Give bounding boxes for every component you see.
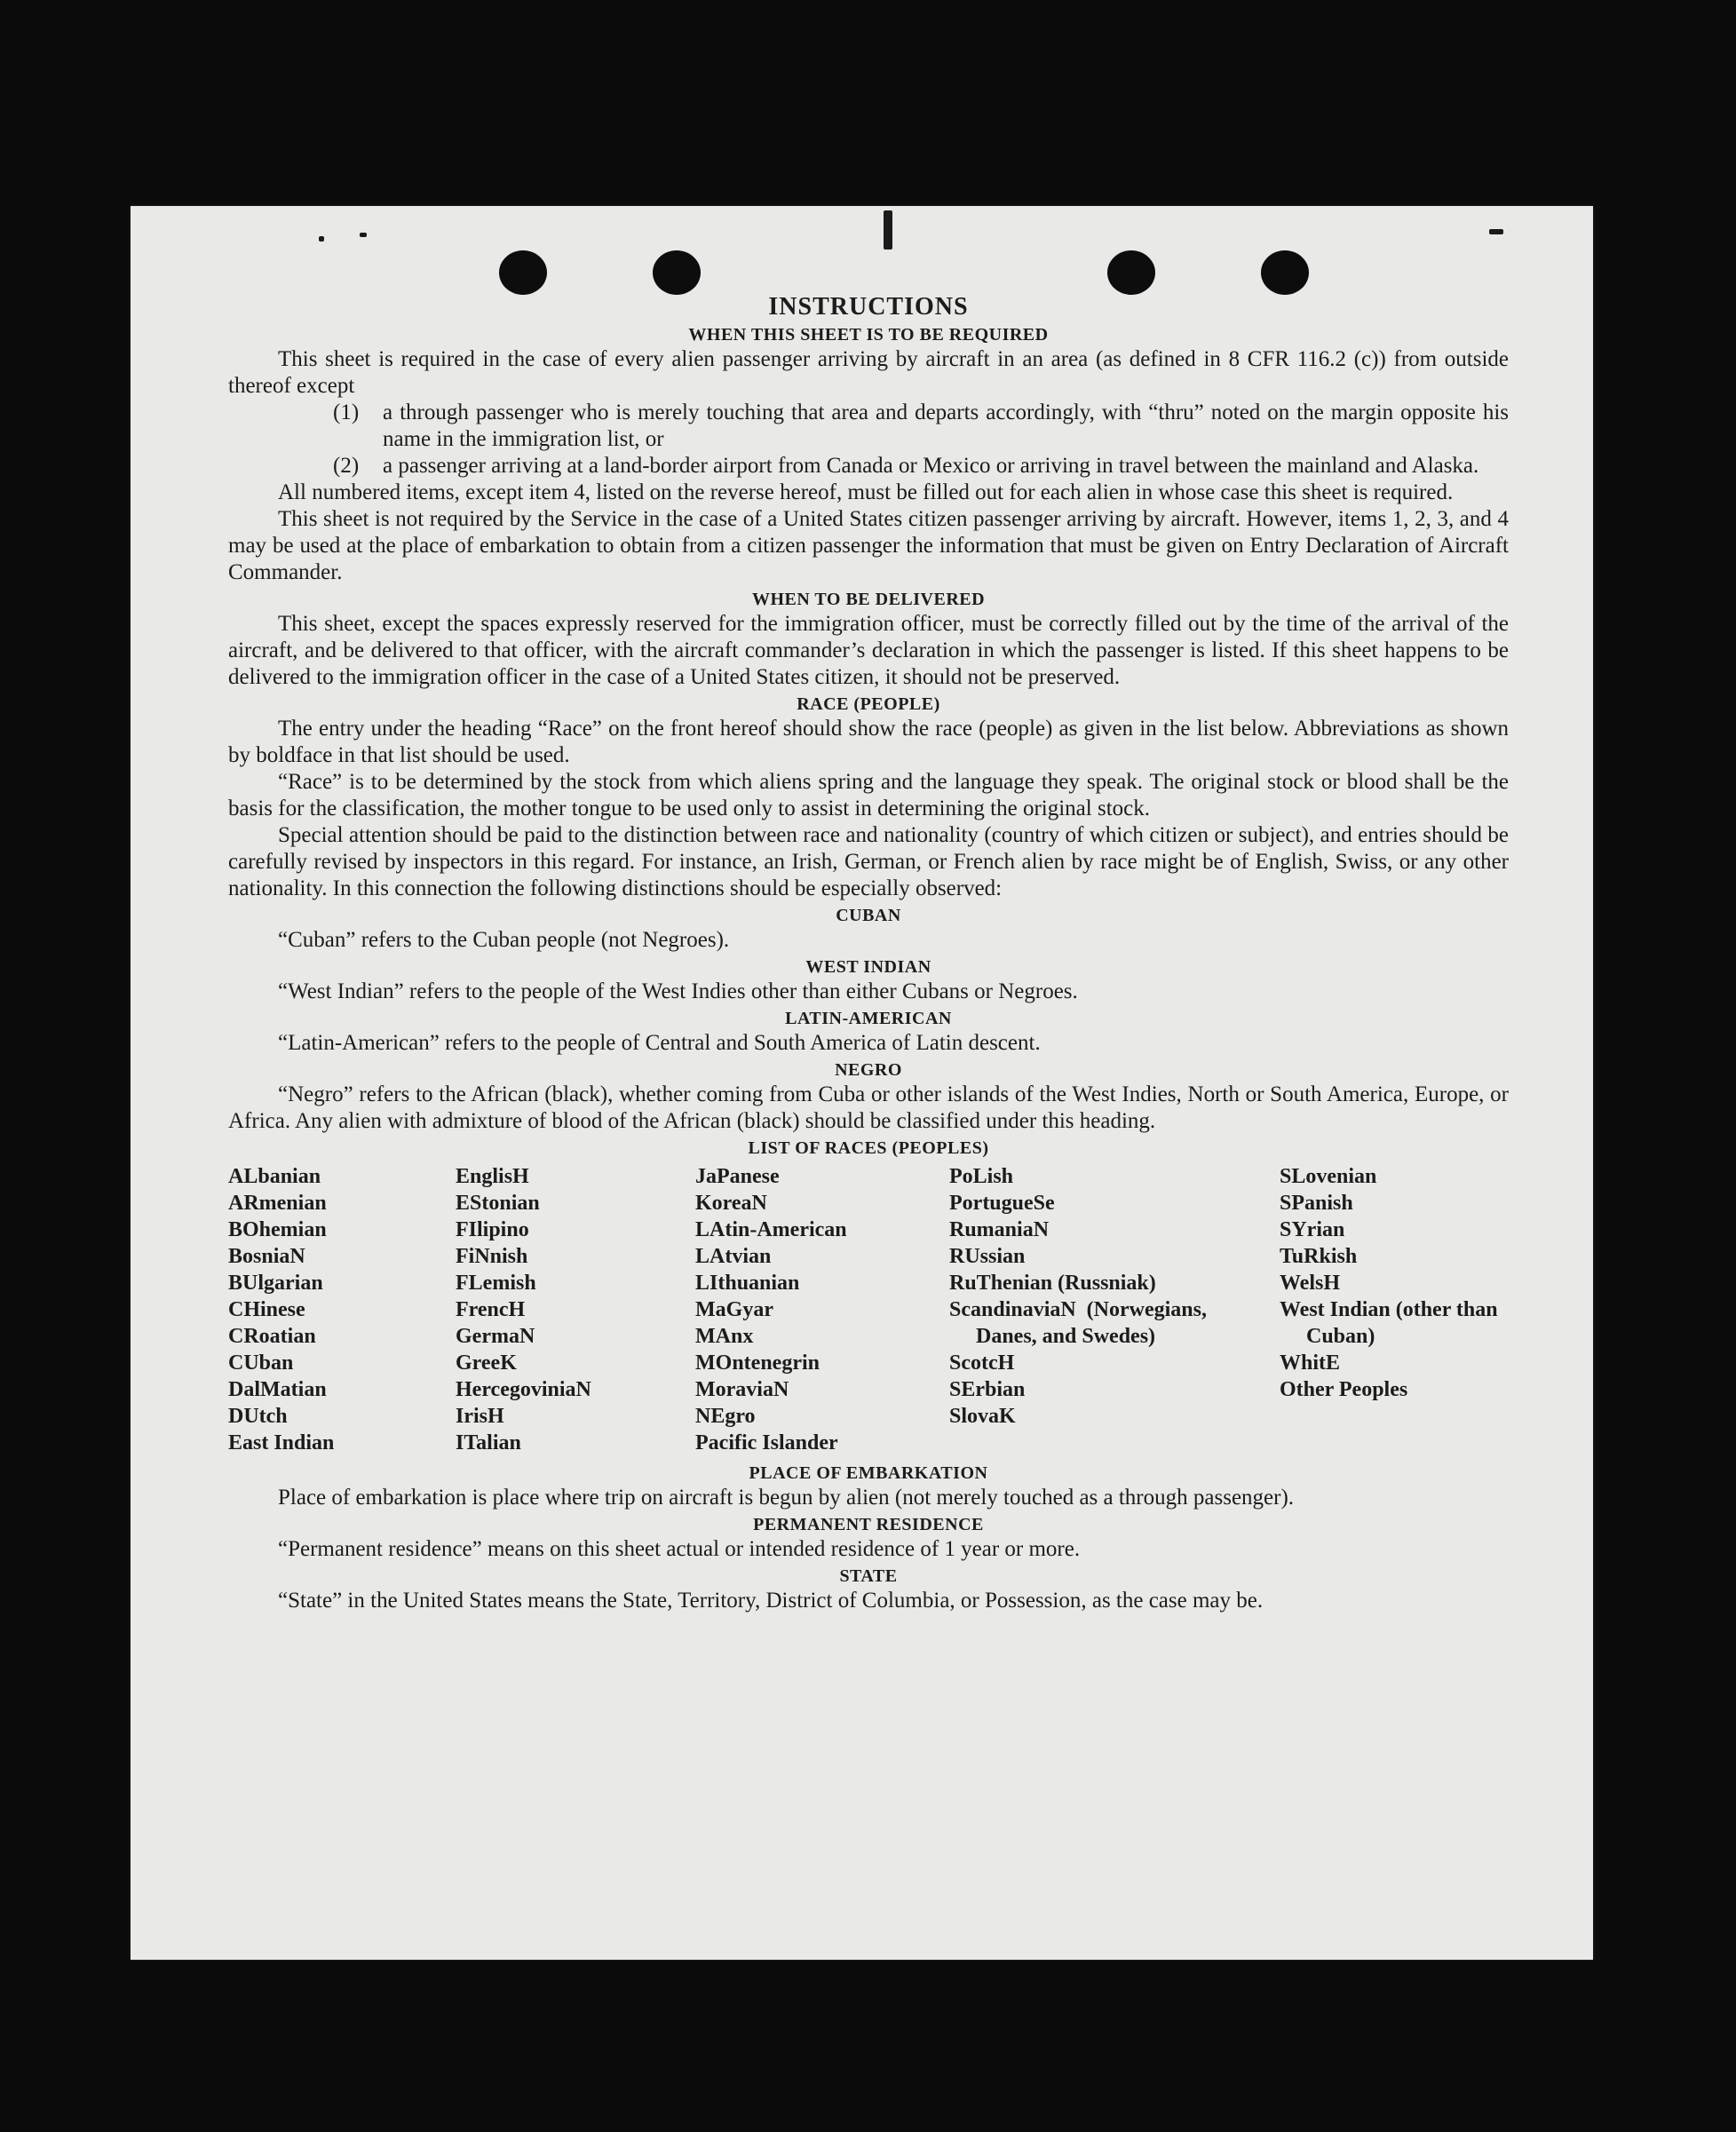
race-name: GreeK <box>456 1351 517 1375</box>
definition-west-indian: “West Indian” refers to the people of the West Indies other than either Cubans or Negroes. <box>278 979 1078 1003</box>
race-name: BosniaN <box>228 1245 305 1268</box>
paragraph: This sheet is required in the case of every alien passenger arriving by aircraft in an area (as defined in 8 CFR 116.2 (c)) from outside thereof except <box>228 347 1509 398</box>
paragraph: “Race” is to be determined by the stock from which aliens spring and the language they speak. The original stock or blood shall be the basis for the classification, the mother tongue to be used only to assist in determining the original stock. <box>228 770 1509 820</box>
item-text: a through passenger who is merely touching that area and departs accordingly, with “thru” noted on the margin opposite his name in the immigration list, or <box>383 400 1509 451</box>
definition-residence: “Permanent residence” means on this sheet actual or intended residence of 1 year or more. <box>278 1537 1081 1561</box>
race-name: SlovaK <box>949 1405 1016 1428</box>
race-name: FLemish <box>456 1272 536 1295</box>
heading-cuban: CUBAN <box>836 906 901 925</box>
race-name: MaGyar <box>695 1298 773 1321</box>
race-name: RumaniaN <box>949 1218 1050 1241</box>
race-name: MoraviaN <box>695 1378 789 1401</box>
list-item <box>228 453 1509 480</box>
paragraph: All numbered items, except item 4, listed on the reverse hereof, must be filled out for each alien in whose case this sheet is required. <box>278 480 1454 504</box>
race-name: Other Peoples <box>1280 1378 1408 1401</box>
heading-when-delivered: WHEN TO BE DELIVERED <box>751 590 986 609</box>
race-name: ScotcH <box>949 1351 1015 1375</box>
race-name: CUban <box>228 1351 294 1375</box>
definition-embarkation: Place of embarkation is place where trip on aircraft is begun by alien (not merely touched as a through passenger). <box>278 1486 1295 1510</box>
race-name: LAtvian <box>695 1245 772 1268</box>
race-name: EnglisH <box>456 1165 529 1188</box>
punch-hole <box>653 250 701 295</box>
heading-latin-american: LATIN-AMERICAN <box>785 1009 952 1028</box>
race-name: FIlipino <box>456 1218 529 1241</box>
paper-speck <box>319 236 324 242</box>
race-name: JaPanese <box>695 1165 780 1188</box>
paper-speck <box>1489 229 1503 234</box>
race-name: ScandinaviaN (Norwegians, Danes, and Swedes) <box>949 1298 1207 1348</box>
race-name: WhitE <box>1280 1351 1341 1375</box>
races-column <box>949 1163 1207 1456</box>
definition-state: “State” in the United States means the State, Territory, District of Columbia, or Possession, as the case may be. <box>278 1589 1264 1613</box>
race-name: MAnx <box>695 1325 754 1348</box>
races-column <box>695 1163 949 1456</box>
race-name: PoLish <box>949 1165 1014 1188</box>
punch-hole <box>1107 250 1155 295</box>
definition-latin-american: “Latin-American” refers to the people of Central and South America of Latin descent. <box>278 1031 1041 1055</box>
race-name: RuThenian (Russniak) <box>949 1272 1156 1295</box>
race-name: WelsH <box>1280 1272 1341 1295</box>
paragraph: This sheet, except the spaces expressly reserved for the immigration officer, must be correctly filled out by the time of the arrival of the aircraft, and be delivered to that officer, with the aircraft commander’s declaration in which the passenger is listed. If this sheet happens to be delivered to the immigration officer in the case of a United States citizen, it should not be preserved. <box>228 612 1509 689</box>
races-column <box>456 1163 695 1456</box>
race-name: MOntenegrin <box>695 1351 820 1375</box>
paper-tear-mark <box>884 210 892 250</box>
race-name: Pacific Islander <box>695 1431 838 1454</box>
race-name: ITalian <box>456 1431 521 1454</box>
race-name: SYrian <box>1280 1218 1345 1241</box>
document-sheet <box>131 206 1593 1960</box>
list-item <box>228 400 1509 453</box>
race-name: KoreaN <box>695 1192 767 1215</box>
item-text: a passenger arriving at a land-border airport from Canada or Mexico or arriving in travel between the mainland and Alaska. <box>383 454 1479 478</box>
race-name: SLovenian <box>1280 1165 1377 1188</box>
race-name: LIthuanian <box>695 1272 800 1295</box>
race-name: HercegoviniaN <box>456 1378 591 1401</box>
item-number: (1) <box>333 400 360 424</box>
heading-west-indian: WEST INDIAN <box>805 957 931 977</box>
race-name: BOhemian <box>228 1218 327 1241</box>
race-name: RUssian <box>949 1245 1026 1268</box>
heading-state: STATE <box>839 1566 898 1586</box>
paragraph: This sheet is not required by the Service in the case of a United States citizen passenger arriving by aircraft. However, items 1, 2, 3, and 4 may be used at the place of embarkation to obtain from a citizen passenger the information that must be given on Entry Declaration of Aircraft Commander. <box>228 507 1509 584</box>
item-number: (2) <box>333 454 360 478</box>
race-name: SErbian <box>949 1378 1026 1401</box>
race-name: DalMatian <box>228 1378 327 1401</box>
race-name: CRoatian <box>228 1325 316 1348</box>
instructions-content <box>228 293 1509 1614</box>
race-name: EStonian <box>456 1192 540 1215</box>
heading-embarkation: PLACE OF EMBARKATION <box>749 1463 988 1483</box>
paragraph: Special attention should be paid to the distinction between race and nationality (country of which citizen or subject), and entries should be carefully revised by inspectors in this regard. For instance, an Irish, German, or French alien by race might be of English, Swiss, or any other nationality. In this connection the following distinctions should be especially observed: <box>228 823 1509 900</box>
race-name: BUlgarian <box>228 1272 323 1295</box>
heading-when-required: WHEN THIS SHEET IS TO BE REQUIRED <box>688 325 1049 345</box>
punch-hole <box>499 250 547 295</box>
race-name: PortugueSe <box>949 1192 1055 1215</box>
race-name: East Indian <box>228 1431 335 1454</box>
race-name: West Indian (other than Cuban) <box>1280 1298 1498 1348</box>
races-list <box>228 1163 1509 1456</box>
race-name: SPanish <box>1280 1192 1353 1215</box>
race-name: FiNnish <box>456 1245 528 1268</box>
race-name: IrisH <box>456 1405 504 1428</box>
paragraph: The entry under the heading “Race” on the front hereof should show the race (people) as given in the list below. Abbreviations as shown by boldface in that list should be used. <box>228 717 1509 767</box>
races-column <box>228 1163 456 1456</box>
heading-list-of-races: LIST OF RACES (PEOPLES) <box>748 1138 989 1158</box>
definition-negro: “Negro” refers to the African (black), whether coming from Cuba or other islands of the West Indies, North or South America, Europe, or Africa. Any alien with admixture of blood of the African (black) should be classified under this heading. <box>228 1082 1509 1133</box>
race-name: FrencH <box>456 1298 526 1321</box>
paper-speck <box>360 233 367 237</box>
heading-permanent-residence: PERMANENT RESIDENCE <box>753 1515 984 1534</box>
race-name: NEgro <box>695 1405 756 1428</box>
race-name: ARmenian <box>228 1192 327 1215</box>
race-name: DUtch <box>228 1405 288 1428</box>
punch-hole <box>1261 250 1309 295</box>
race-name: LAtin-American <box>695 1218 847 1241</box>
race-name: GermaN <box>456 1325 535 1348</box>
page-title: INSTRUCTIONS <box>768 293 969 321</box>
heading-race: RACE (PEOPLE) <box>797 694 940 714</box>
race-name: CHinese <box>228 1298 305 1321</box>
race-name: ALbanian <box>228 1165 321 1188</box>
race-name: TuRkish <box>1280 1245 1358 1268</box>
definition-cuban: “Cuban” refers to the Cuban people (not Negroes). <box>278 928 730 952</box>
races-column <box>1280 1163 1509 1456</box>
heading-negro: NEGRO <box>835 1060 902 1080</box>
